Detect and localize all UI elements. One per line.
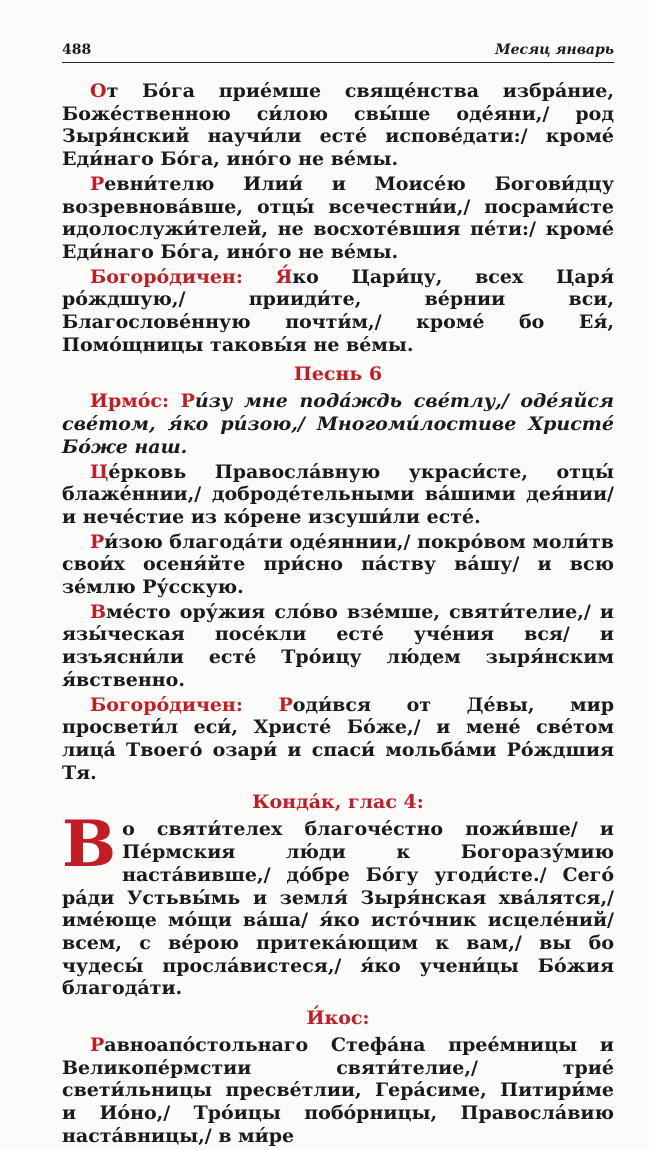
running-header bbox=[62, 40, 614, 63]
ikos-text: авноапо́стольнаго Стефа́на прее́мницы и Великопе́рмстии святи́телие,/ трие́ свети́льницы пресве́тлии, Гера́симе, Питири́ме и Ио́но,/ Тро́ицы побо́рницы, Правосла́вию наста́вницы,/ в ми́ре bbox=[62, 1034, 614, 1147]
troparion-2 bbox=[62, 173, 614, 264]
troparion-1 bbox=[62, 80, 614, 171]
kontakion-heading: Конда́к, глас 4: bbox=[252, 791, 424, 814]
text-body bbox=[62, 80, 614, 1150]
kontakion-text: о святи́телех благоче́стно пожи́вше/ и Пе́рмския лю́ди к Богоразу́мию наста́вивше,/ до́бре Бо́гу угоди́сте./ Сего́ ра́ди Устьвы́мь и земля́ Зыря́нская хва́лятся,/ име́юще мо́щи ва́ша/ я́ко исто́чник исцеле́ний/ всем, с ве́рою притека́ющим к вам,/ вы бо чудесы́ просла́вистеся,/ я́ко учени́цы Бо́жия благода́ти. bbox=[62, 818, 614, 1000]
initial-letter: Р bbox=[90, 530, 105, 553]
troparion-text: ме́сто ору́жия сло́во взе́мше, святи́телие,/ и язы́ческая посе́кли есте́ уче́ния вся/ и изъясни́ли есте́ Тро́ицу лю́дем зыря́нским я́вственно. bbox=[62, 600, 614, 691]
irmos-label: Ирмо́с: Р bbox=[90, 390, 195, 413]
kontakion bbox=[62, 807, 614, 1000]
theotokion-text: ́ко Цари́цу, всех Царя́ ро́ждшую,/ прииди́те, ве́рнии вси, Благослове́нную почти́м,/ кроме́ бо Ея́, Помо́щницы таковы́я не ве́мы. bbox=[62, 265, 615, 356]
theotokion-label: Богоро́дичен: Р bbox=[90, 693, 293, 716]
troparion-5 bbox=[62, 601, 614, 692]
irmos bbox=[62, 390, 614, 458]
theotokion-1 bbox=[62, 266, 614, 357]
troparion-4 bbox=[62, 531, 614, 599]
drop-cap: В bbox=[62, 807, 117, 883]
initial-letter: О bbox=[90, 80, 107, 102]
troparion-text: и́зою благода́ти оде́яннии,/ покро́вом моли́тв свои́х осеня́йте при́сно па́ству ва́шу/ и всю зе́млю Ру́сскую. bbox=[62, 530, 614, 599]
ikos-heading: И́кос: bbox=[306, 1007, 370, 1030]
initial-letter: В bbox=[90, 600, 107, 623]
initial-letter: Р bbox=[90, 1034, 105, 1057]
ikos bbox=[62, 1034, 614, 1148]
initial-letter: Ц bbox=[90, 460, 109, 483]
theotokion-label: Богоро́дичен: Я bbox=[90, 265, 293, 288]
running-title: Месяц январь bbox=[495, 42, 614, 58]
theotokion-text: оди́вся от Де́вы, мир просвети́л еси́, Христе́ Бо́же,/ и мене́ све́том лица́ Твоего́ озари́ и спаси́ мольба́ми Ро́ждшия Тя. bbox=[62, 693, 614, 784]
irmos-text: и́зу мне пода́ждь све́тлу,/ оде́яйся све́том, я́ко ри́зою,/ Многоми́лостиве Христе́ Бо́же наш. bbox=[62, 390, 614, 458]
troparion-text: т Бо́га прие́мше свяще́нства избра́ние, Боже́ственною си́лою свы́ше оде́яни,/ род Зыря́нский научи́ли есте́ испове́дати:/ кроме́ Еди́наго Бо́га, ино́го не ве́мы. bbox=[62, 80, 614, 171]
troparion-text: евни́телю Илии́ и Моисе́ю Богови́дцу возревнова́вше, отцы́ всечестни́и,/ посрами́сте идолослужи́телей, не восхоте́вшия пе́ти:/ кроме́ Еди́наго Бо́га, ино́го не ве́мы. bbox=[62, 172, 614, 263]
ode-heading: Песнь 6 bbox=[293, 363, 383, 386]
troparion-text: е́рковь Правосла́вную украси́сте, отцы́ блаже́ннии,/ доброде́тельными ва́шими дея́нии/ и нече́стие из ко́рене изсуши́ли есте́. bbox=[62, 460, 614, 528]
troparion-3 bbox=[62, 461, 614, 529]
theotokion-2 bbox=[62, 694, 614, 785]
page-number: 488 bbox=[62, 42, 92, 58]
initial-letter: Р bbox=[90, 172, 105, 195]
